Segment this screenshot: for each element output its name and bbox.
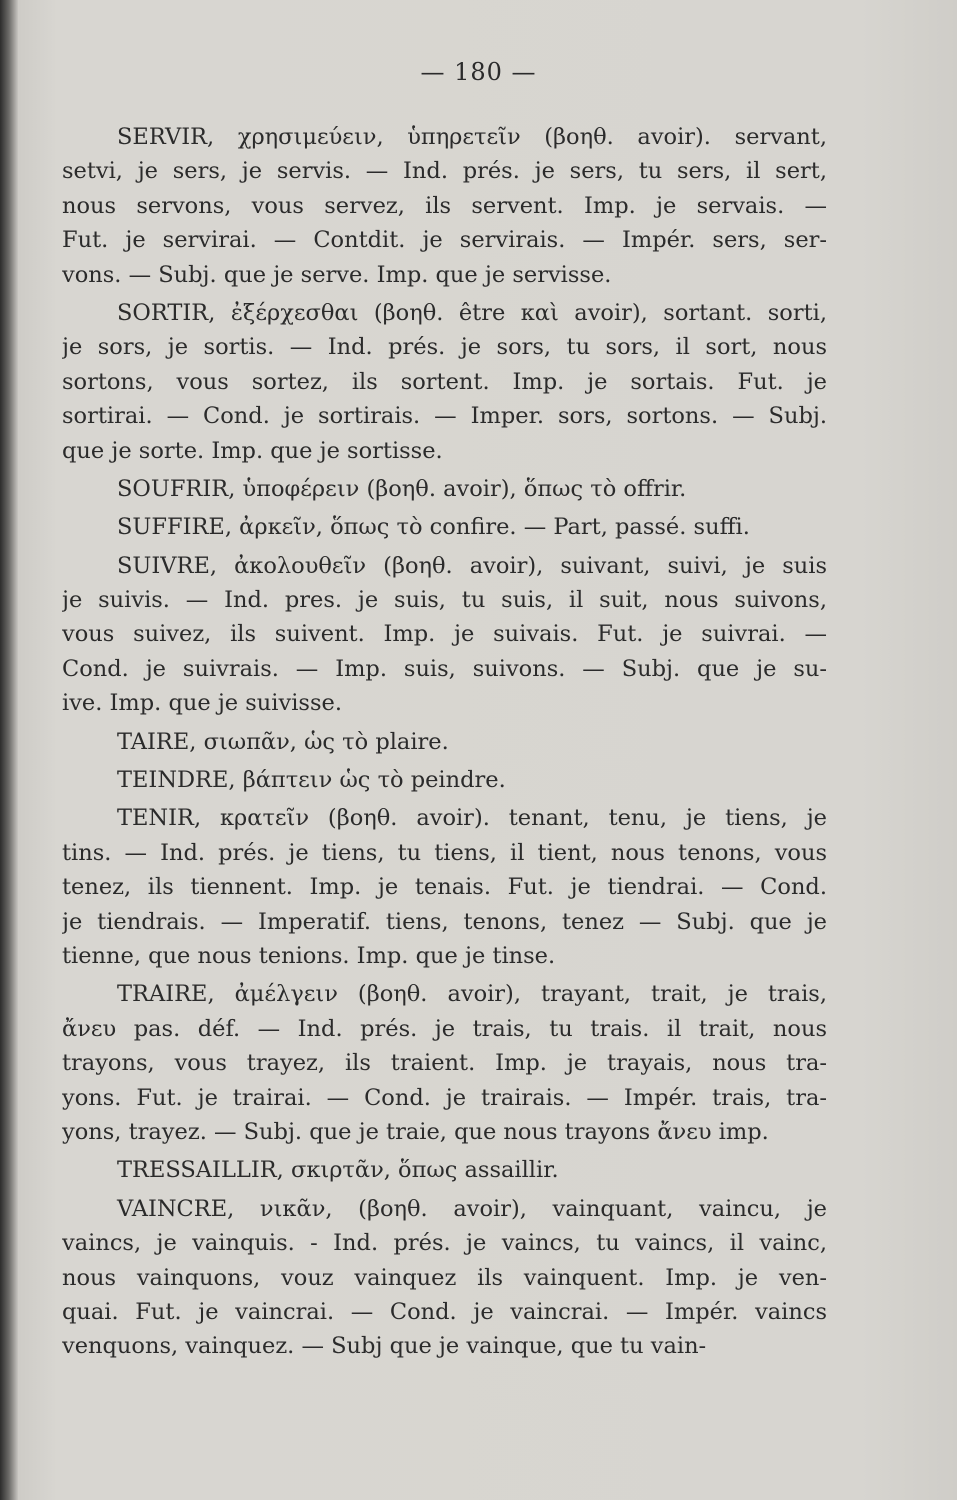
entry-headline: SOUFRIR, ὑποφέρειν (βοηθ. avoir), ὅπως τὸ offrir. [117, 475, 687, 502]
dictionary-entry [62, 296, 827, 468]
entry-line: que je sorte. Imp. que je sortisse. [62, 437, 443, 464]
entry-line: quai. Fut. je vaincrai. — Cond. je vaincrai. — Impér. vaincs [62, 1298, 827, 1325]
entry-line: vous suivez, ils suivent. Imp. je suivais. Fut. je suivrai. — [62, 621, 827, 648]
entry-line: sortons, vous sortez, ils sortent. Imp. je sortais. Fut. je [62, 368, 827, 395]
entry-line: je tiendrais. — Imperatif. tiens, tenons, tenez — Subj. que je [62, 908, 827, 935]
entry-headline: SORTIR, ἐξέρχεσθαι (βοηθ. être καὶ avoir), sortant. sorti, [117, 299, 827, 326]
dictionary-entry [62, 763, 827, 797]
entry-line: nous servons, vous servez, ils servent. Imp. je servais. — [62, 192, 827, 219]
entry-line: setvi, je sers, je servis. — Ind. prés. je sers, tu sers, il sert, [62, 158, 827, 185]
entry-line: nous vainquons, vouz vainquez ils vainquent. Imp. je ven- [62, 1264, 827, 1291]
entry-line: yons. Fut. je trairai. — Cond. je trairais. — Impér. trais, tra- [62, 1084, 827, 1111]
dictionary-entry [62, 801, 827, 973]
entry-line: tenez, ils tiennent. Imp. je tenais. Fut. je tiendrai. — Cond. [62, 874, 827, 901]
entry-line: ive. Imp. que je suivisse. [62, 690, 342, 717]
dictionary-entry [62, 1153, 827, 1187]
entry-line: trayons, vous trayez, ils traient. Imp. je trayais, nous tra- [62, 1050, 827, 1077]
entry-line: venquons, vainquez. — Subj que je vainque, que tu vain- [62, 1333, 707, 1360]
entry-spacer [62, 1364, 827, 1368]
entry-headline: SUIVRE, ἀκολουθεῖν (βοηθ. avoir), suivant, suivi, je suis [117, 552, 827, 579]
dictionary-entry [62, 725, 827, 759]
entry-line: je sors, je sortis. — Ind. prés. je sors, tu sors, il sort, nous [62, 334, 827, 361]
dictionary-entry [62, 120, 827, 292]
entry-line: yons, trayez. — Subj. que je traie, que nous trayons ἄνευ imp. [62, 1118, 769, 1145]
entry-line: vaincs, je vainquis. - Ind. prés. je vaincs, tu vaincs, il vainc, [62, 1230, 827, 1257]
entry-headline: VAINCRE, νικᾶν, (βοηθ. avoir), vainquant, vaincu, je [117, 1195, 827, 1222]
entry-line: vons. — Subj. que je serve. Imp. que je servisse. [62, 261, 612, 288]
dictionary-entry [62, 510, 827, 544]
dictionary-entry [62, 472, 827, 506]
entry-line: tienne, que nous tenions. Imp. que je tinse. [62, 942, 556, 969]
entry-headline: SERVIR, χρησιμεύειν, ὑπηρετεῖν (βοηθ. avoir). servant, [117, 124, 827, 150]
entry-line: tins. — Ind. prés. je tiens, tu tiens, il tient, nous tenons, vous [62, 839, 827, 866]
entry-headline: SUFFIRE, ἀρκεῖν, ὅπως τὸ confire. — Part, passé. suffi. [117, 514, 750, 541]
entry-headline: TAIRE, σιωπᾶν, ὡς τὸ plaire. [117, 728, 449, 755]
dictionary-entry [62, 977, 827, 1149]
entry-line: sortirai. — Cond. je sortirais. — Imper. sors, sortons. — Subj. [62, 403, 827, 430]
page-number: — 180 — [420, 58, 537, 86]
entry-headline: TEINDRE, βάπτειν ὡς τὸ peindre. [117, 767, 506, 794]
entry-headline: TRESSAILLIR, σκιρτᾶν, ὅπως assaillir. [117, 1157, 559, 1184]
entry-headline: TENIR, κρατεῖν (βοηθ. avoir). tenant, tenu, je tiens, je [117, 805, 827, 832]
entry-line: Fut. je servirai. — Contdit. je servirais. — Impér. sers, ser- [62, 227, 827, 254]
entry-line: ἄνευ pas. déf. — Ind. prés. je trais, tu trais. il trait, nous [62, 1015, 827, 1042]
dictionary-entry [62, 1192, 827, 1364]
dictionary-entry [62, 549, 827, 721]
book-spine-shadow [0, 0, 18, 1500]
entry-line: Cond. je suivrais. — Imp. suis, suivons. — Subj. que je su- [62, 655, 827, 682]
page-body [62, 120, 827, 1368]
entry-line: je suivis. — Ind. pres. je suis, tu suis, il suit, nous suivons, [62, 587, 827, 614]
entry-headline: TRAIRE, ἀμέλγειν (βοηθ. avoir), trayant, trait, je trais, [117, 981, 827, 1008]
